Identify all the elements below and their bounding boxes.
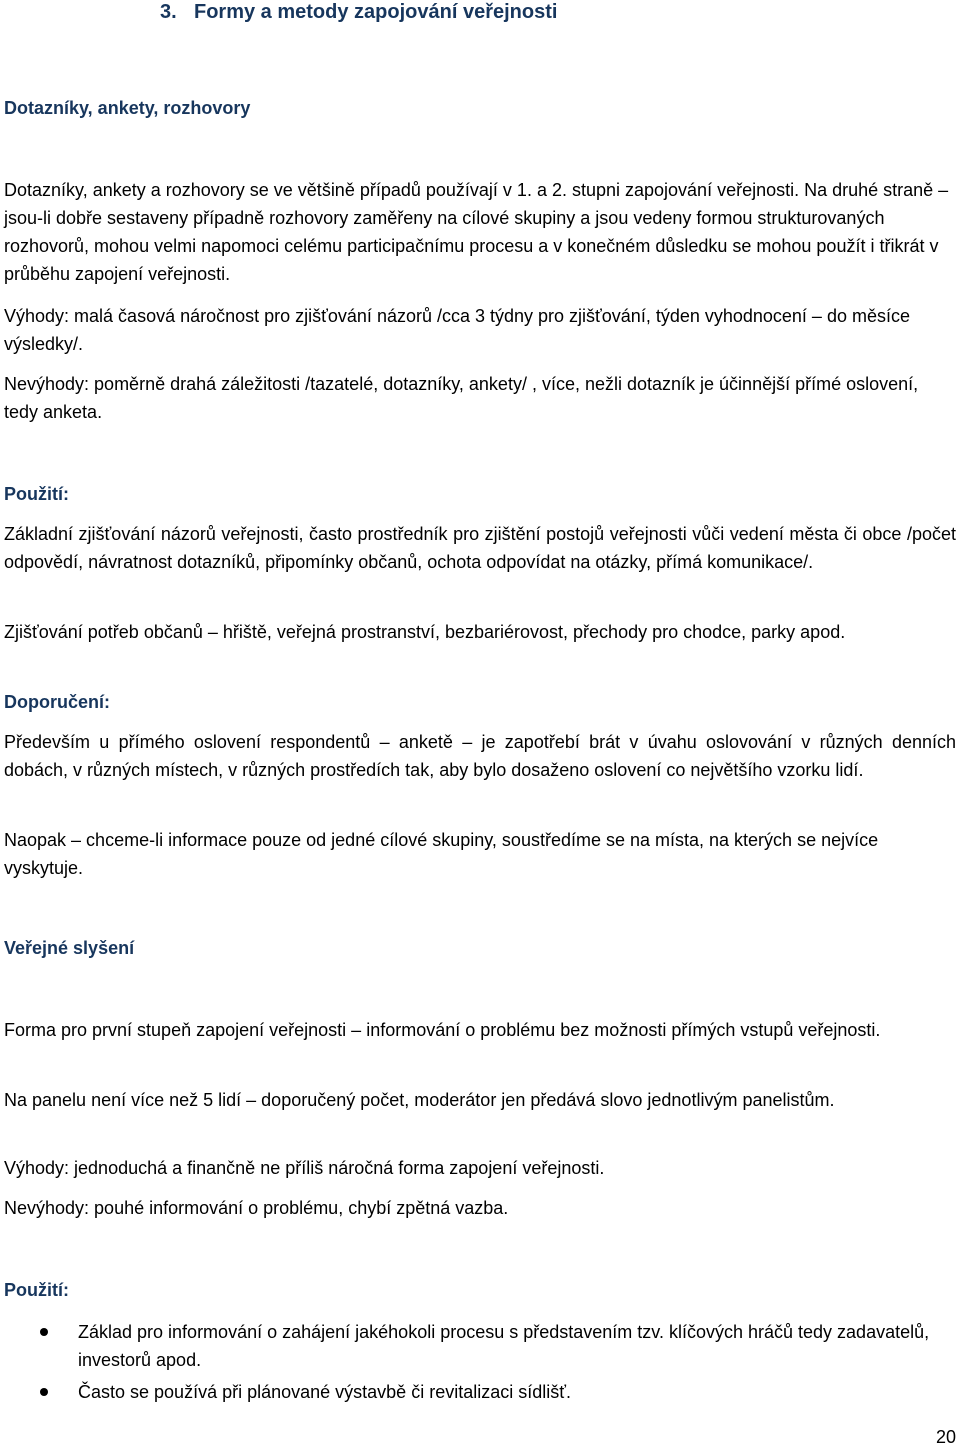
questionnaires-disadvantages-paragraph: Nevýhody: poměrně drahá záležitosti /tazatelé, dotazníky, ankety/ , více, nežli dotazník je účinnější přímé oslovení, tedy anketa. bbox=[4, 374, 919, 422]
list-item-text: Často se používá při plánované výstavbě či revitalizaci sídlišť. bbox=[78, 1382, 571, 1402]
section-heading-questionnaires: Dotazníky, ankety, rozhovory bbox=[4, 98, 251, 118]
questionnaires-usage-paragraph-2: Zjišťování potřeb občanů – hřiště, veřejná prostranství, bezbariérovost, přechody pro chodce, parky apod. bbox=[4, 622, 846, 642]
questionnaires-recommendation-paragraph-2: Naopak – chceme-li informace pouze od jedné cílové skupiny, soustředíme se na místa, na kterých se nejvíce vyskytuje. bbox=[4, 830, 879, 878]
hearing-paragraph-2: Na panelu není více než 5 lidí – doporučený počet, moderátor jen předává slovo jednotlivým panelistům. bbox=[4, 1090, 835, 1110]
questionnaires-recommendation-heading: Doporučení: bbox=[4, 692, 110, 712]
questionnaires-advantages-paragraph: Výhody: malá časová náročnost pro zjišťování názorů /cca 3 týdny pro zjišťování, týden vyhodnocení – do měsíce výsledky/. bbox=[4, 306, 910, 354]
hearing-disadvantages-paragraph: Nevýhody: pouhé informování o problému, chybí zpětná vazba. bbox=[4, 1198, 509, 1218]
chapter-heading bbox=[160, 0, 557, 26]
list-item bbox=[0, 1378, 956, 1406]
questionnaires-intro-paragraph: Dotazníky, ankety a rozhovory se ve většině případů používají v 1. a 2. stupni zapojování veřejnosti. Na druhé straně – jsou-li dobře sestaveny případně rozhovory zaměřeny na cílové skupiny a jsou vedeny formou strukturovaných rozhovorů, mohou velmi napomoci celému participačnímu procesu a v konečném důsledku se mohou použít i třikrát v průběhu zapojení veřejnosti. bbox=[4, 180, 949, 284]
list-item bbox=[0, 1318, 956, 1374]
questionnaires-usage-heading: Použití: bbox=[4, 484, 69, 504]
chapter-title: Formy a metody zapojování veřejnosti bbox=[194, 1, 558, 23]
list-item-text: Základ pro informování o zahájení jakéhokoli procesu s představením tzv. klíčových hráčů tedy zadavatelů, investorů apod. bbox=[78, 1322, 930, 1370]
hearing-paragraph-1: Forma pro první stupeň zapojení veřejnosti – informování o problému bez možnosti přímých vstupů veřejnosti. bbox=[4, 1020, 881, 1040]
chapter-number: 3. bbox=[160, 1, 177, 23]
page-number: 20 bbox=[935, 1427, 956, 1447]
bullet-icon bbox=[40, 1388, 48, 1396]
questionnaires-recommendation-paragraph-1: Především u přímého oslovení respondentů – anketě – je zapotřebí brát v úvahu oslovování v různých denních dobách, v různých místech, v různých prostředích tak, aby bylo dosaženo oslovení co největšího vzorku lidí. bbox=[4, 732, 956, 780]
bullet-icon bbox=[40, 1328, 48, 1336]
hearing-usage-list bbox=[0, 1318, 956, 1410]
section-heading-public-hearing: Veřejné slyšení bbox=[4, 938, 135, 958]
questionnaires-usage-paragraph-1: Základní zjišťování názorů veřejnosti, často prostředník pro zjištění postojů veřejnosti vůči vedení města či obce /počet odpovědí, návratnost dotazníků, připomínky občanů, ochota odpovídat na otázky, přímá komunikace/. bbox=[4, 524, 956, 572]
hearing-usage-heading: Použití: bbox=[4, 1280, 69, 1300]
hearing-advantages-paragraph: Výhody: jednoduchá a finančně ne příliš náročná forma zapojení veřejnosti. bbox=[4, 1158, 605, 1178]
